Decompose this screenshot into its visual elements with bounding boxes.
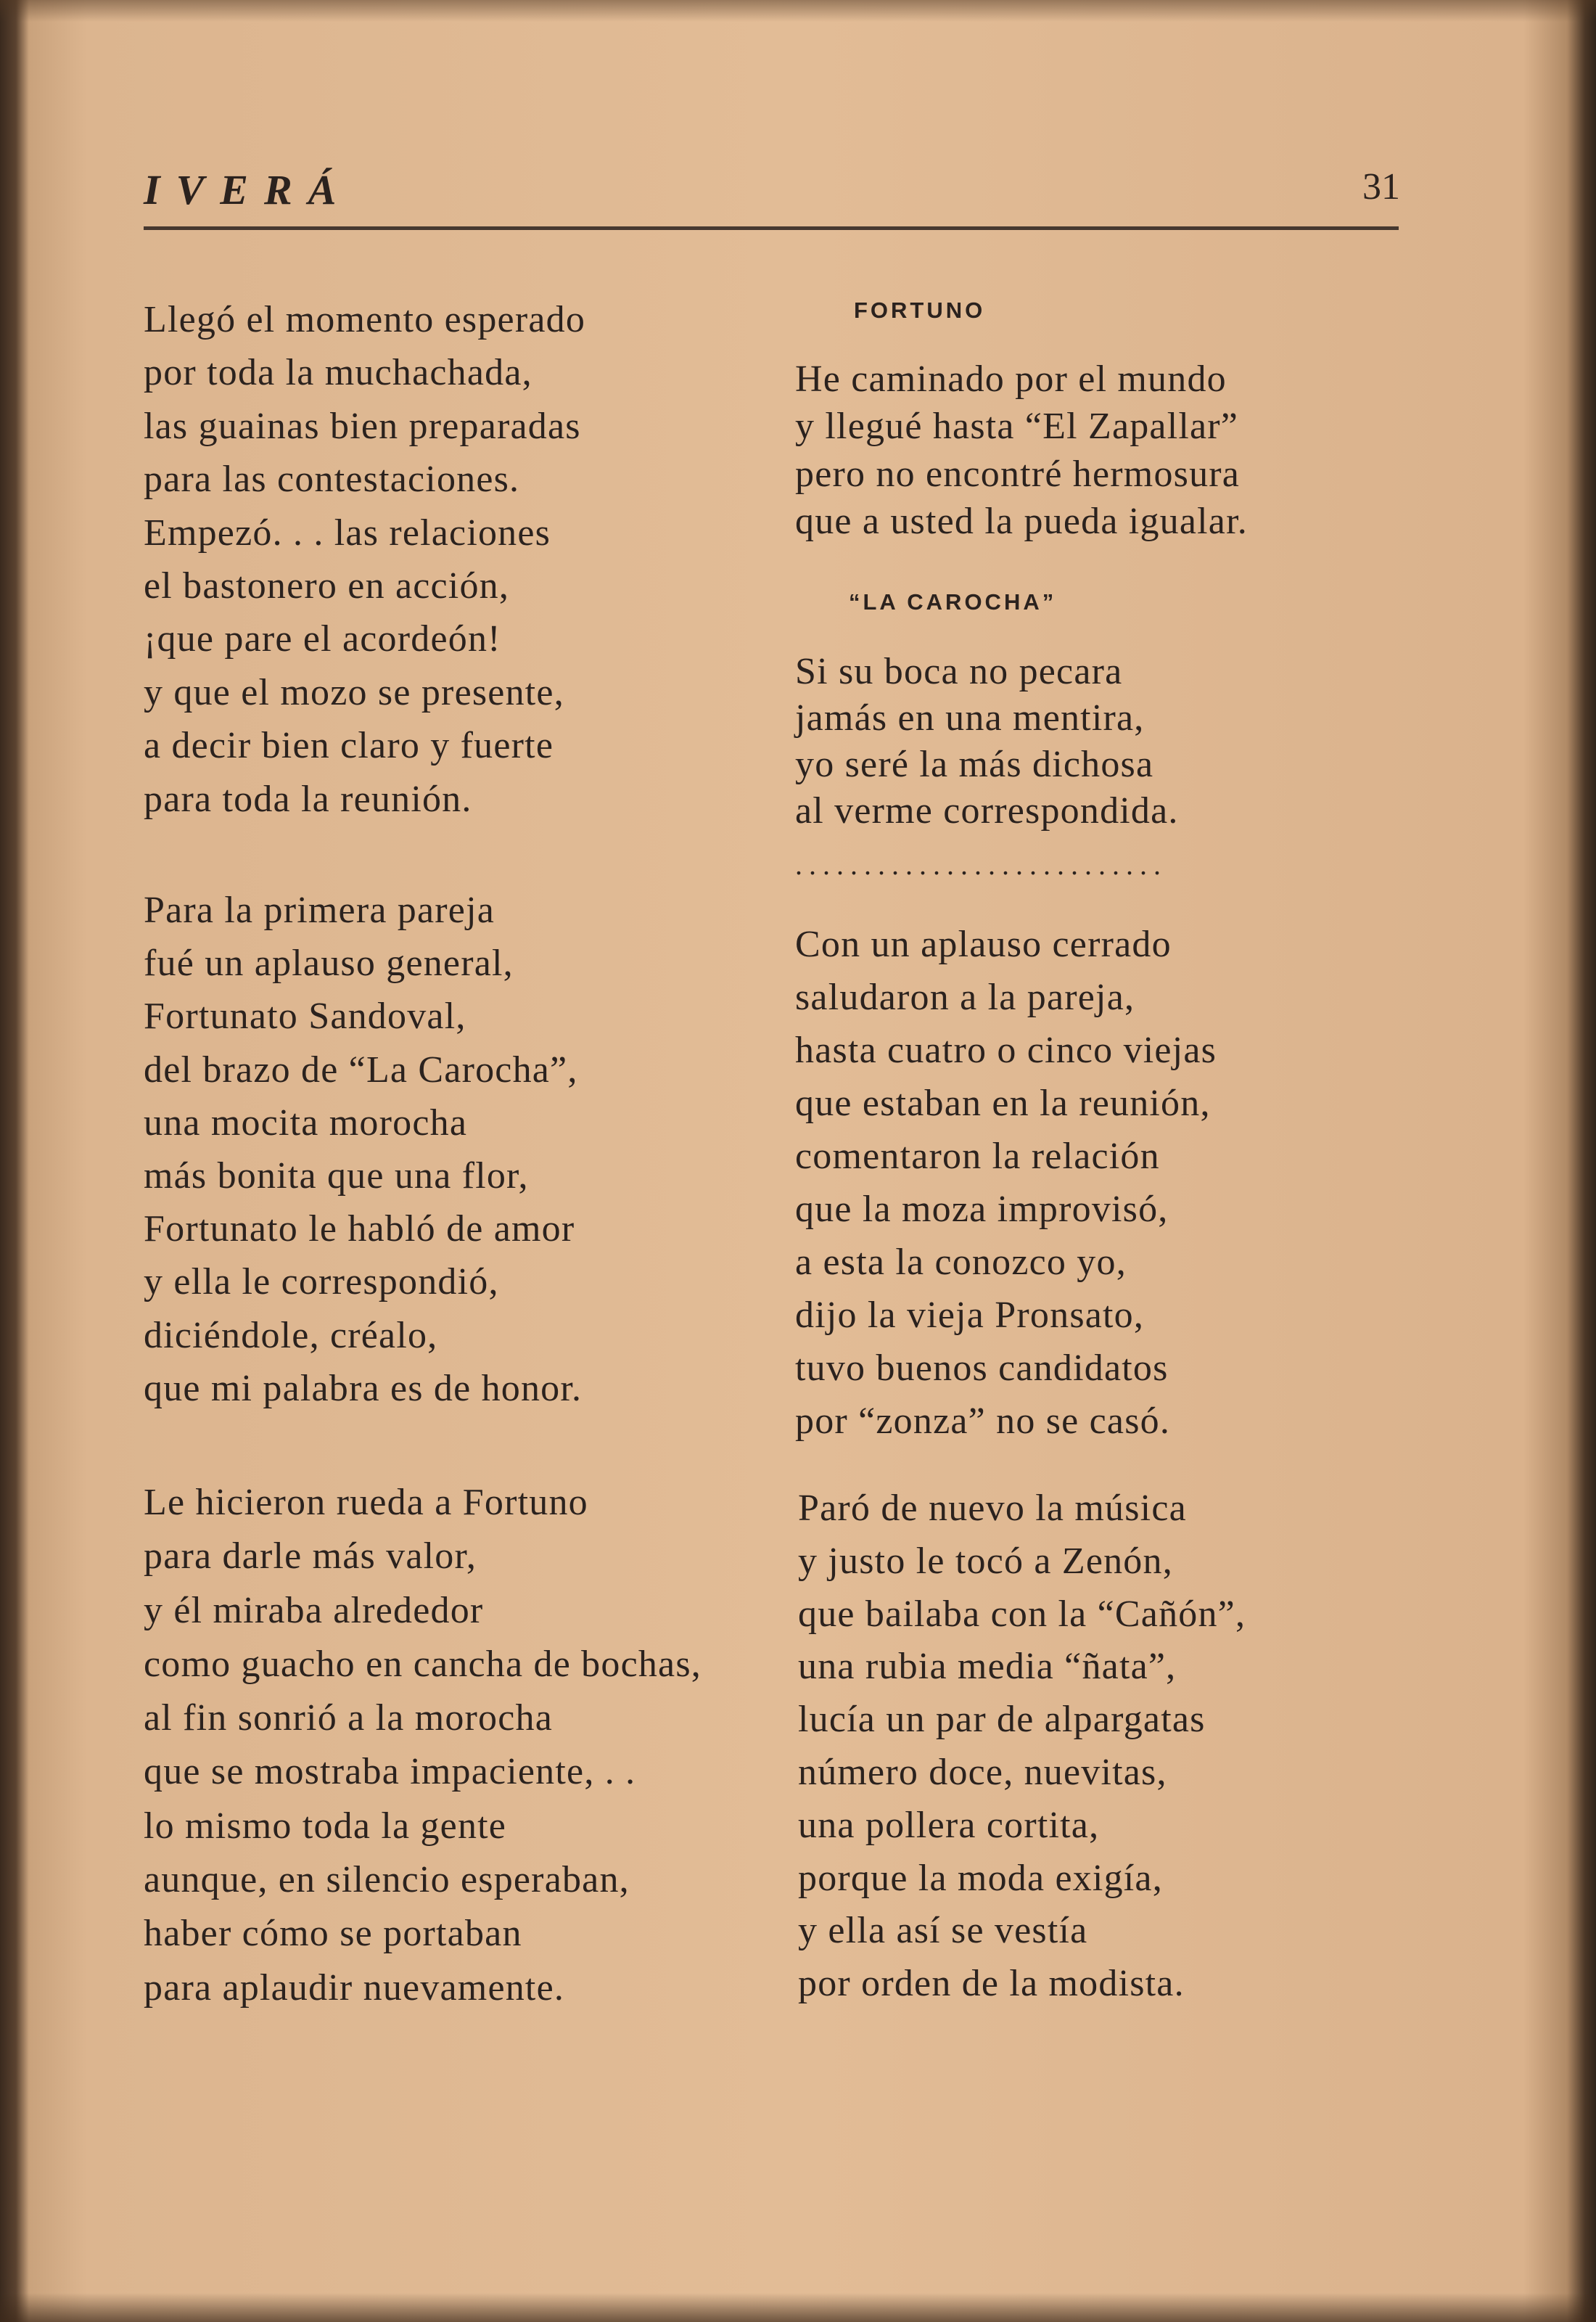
verse-line: como guacho en cancha de bochas, [144, 1643, 702, 1685]
verse-line: y que el mozo se presente, [144, 671, 564, 713]
verse-line: jamás en una mentira, [795, 697, 1145, 739]
verse-line: a decir bien claro y fuerte [144, 725, 554, 767]
verse-line: y justo le tocó a Zenón, [798, 1540, 1173, 1582]
verse-line: las guainas bien preparadas [144, 405, 581, 447]
verse-line: que bailaba con la “Cañón”, [798, 1593, 1246, 1635]
verse-line: porque la moda exigía, [798, 1857, 1163, 1899]
page-top-edge [0, 0, 1596, 22]
verse-line: ¡que pare el acordeón! [144, 618, 501, 660]
right-stanza-4 [798, 1482, 1246, 2011]
verse-line: y ella le correspondió, [144, 1261, 499, 1303]
left-stanza-2 [144, 884, 582, 1415]
verse-line: haber cómo se portaban [144, 1913, 522, 1955]
verse-line: yo seré la más dichosa [795, 743, 1154, 785]
verse-line: Le hicieron rueda a Fortuno [144, 1482, 588, 1523]
verse-line: que a usted la pueda igualar. [795, 500, 1248, 542]
section-separator: ........................... [795, 848, 1167, 881]
verse-line: Llegó el momento esperado [144, 299, 586, 340]
verse-line: pero no encontré hermosura [795, 453, 1241, 495]
verse-line: para darle más valor, [144, 1535, 477, 1578]
verse-line: Fortunato le habló de amor [144, 1208, 575, 1250]
verse-line: a esta la conozco yo, [795, 1242, 1127, 1283]
speaker-heading-fortuno: FORTUNO [854, 298, 986, 323]
verse-line: Con un aplauso cerrado [795, 924, 1172, 965]
verse-line: por toda la muchachada, [144, 352, 532, 394]
verse-line: que mi palabra es de honor. [144, 1367, 583, 1409]
verse-line: hasta cuatro o cinco viejas [795, 1030, 1217, 1071]
verse-line: dijo la vieja Pronsato, [795, 1295, 1145, 1336]
verse-line: el bastonero en acción, [144, 565, 510, 607]
verse-line: al verme correspondida. [795, 789, 1179, 832]
speaker-heading-la-carocha: “LA CAROCHA” [849, 589, 1057, 615]
verse-line: y ella así se vestía [798, 1910, 1088, 1952]
header-rule [144, 226, 1399, 230]
verse-line: para aplaudir nuevamente. [144, 1966, 565, 2009]
verse-line: por orden de la modista. [798, 1963, 1185, 2005]
verse-line: una rubia media “ñata”, [798, 1646, 1177, 1688]
verse-line: He caminado por el mundo [795, 358, 1227, 400]
verse-line: Fortunato Sandoval, [144, 996, 466, 1038]
verse-line: Empezó. . . las relaciones [144, 512, 551, 554]
verse-line: aunque, en silencio esperaban, [144, 1859, 630, 1901]
verse-line: que la moza improvisó, [795, 1189, 1169, 1230]
left-stanza-1 [144, 293, 585, 826]
verse-line: tuvo buenos candidatos [795, 1347, 1169, 1389]
verse-line: por “zonza” no se casó. [795, 1400, 1171, 1442]
verse-line: lo mismo toda la gente [144, 1805, 507, 1847]
verse-line: número doce, nuevitas, [798, 1751, 1167, 1793]
verse-line: Para la primera pareja [144, 890, 495, 931]
verse-line: comentaron la relación [795, 1136, 1160, 1177]
verse-line: que se mostraba impaciente, . . [144, 1751, 636, 1793]
verse-line: saludaron a la pareja, [795, 977, 1135, 1018]
verse-line: una mocita morocha [144, 1101, 468, 1144]
right-stanza-2 [795, 649, 1179, 834]
verse-line: al fin sonrió a la morocha [144, 1697, 554, 1739]
right-stanza-3 [795, 918, 1217, 1448]
running-title: IVERÁ [144, 166, 353, 213]
page-bottom-edge [0, 2293, 1596, 2322]
left-stanza-3 [144, 1476, 702, 2015]
verse-line: más bonita que una flor, [144, 1154, 529, 1197]
verse-line: Si su boca no pecara [795, 651, 1123, 692]
page-number: 31 [1362, 166, 1400, 208]
verse-line: del brazo de “La Carocha”, [144, 1049, 578, 1091]
verse-line: que estaban en la reunión, [795, 1083, 1211, 1124]
verse-line: diciéndole, créalo, [144, 1314, 438, 1356]
verse-line: para las contestaciones. [144, 459, 520, 501]
verse-line: Paró de nuevo la música [798, 1488, 1187, 1529]
verse-line: y él miraba alrededor [144, 1589, 484, 1631]
verse-line: para toda la reunión. [144, 778, 472, 820]
right-stanza-1 [795, 356, 1248, 545]
verse-line: una pollera cortita, [798, 1804, 1100, 1846]
verse-line: lucía un par de alpargatas [798, 1699, 1206, 1741]
verse-line: fué un aplauso general, [144, 943, 514, 985]
verse-line: y llegué hasta “El Zapallar” [795, 406, 1239, 448]
